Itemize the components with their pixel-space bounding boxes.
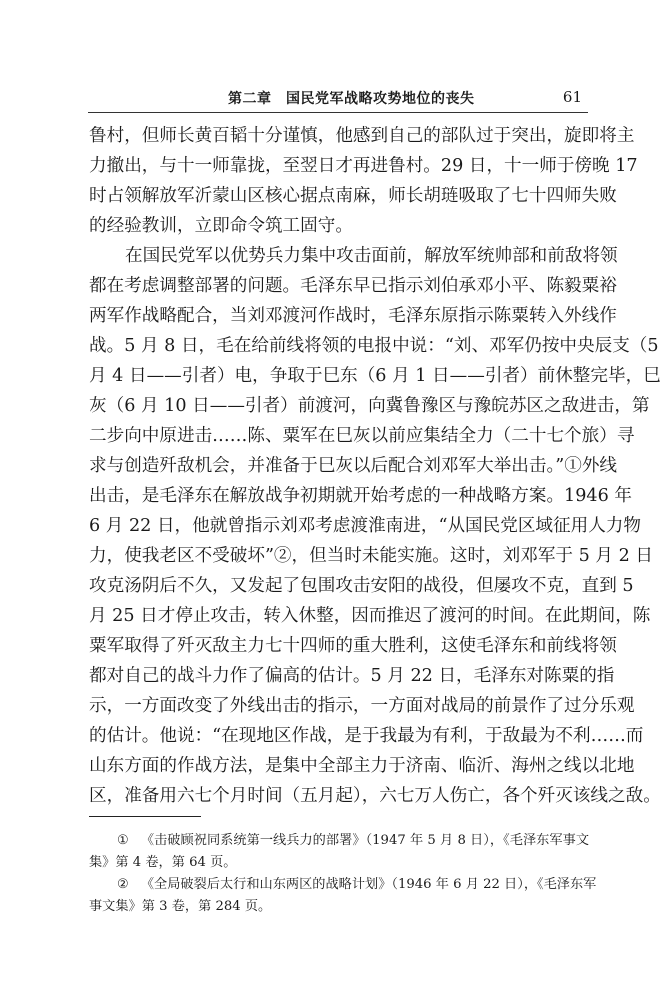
footnote-marker: ①	[117, 833, 129, 848]
text-line: 都在考虑调整部署的问题。毛泽东早已指示刘伯承邓小平、陈毅粟裕	[89, 276, 617, 296]
text-line: 的估计。他说：“在现地区作战，是于我最为有利，于敌最为不利……而	[89, 726, 644, 746]
text-line: 的经验教训，立即命令筑工固守。	[89, 216, 353, 236]
text-line: 攻克汤阴后不久，又发起了包围攻击安阳的战役，但屡攻不克，直到 5	[89, 576, 634, 596]
text-line: 两军作战略配合，当刘邓渡河作战时，毛泽东原指示陈粟转入外线作	[89, 306, 617, 326]
chapter-title: 第二章 国民党军战略攻势地位的丧失	[228, 91, 475, 107]
text-line: 都对自己的战斗力作了偏高的估计。5 月 22 日，毛泽东对陈粟的指	[89, 666, 615, 686]
text-line: 战。5 月 8 日，毛在给前线将领的电报中说：“刘、邓军仍按中央辰支（5	[89, 336, 659, 356]
text-line: 6 月 22 日，他就曾指示刘邓考虑渡淮南进，“从国民党区域征用人力物	[89, 516, 641, 536]
header-rule	[88, 112, 588, 113]
footnote-line: 事文集》第 3 卷，第 284 页。	[89, 899, 272, 914]
text-line: 出击，是毛泽东在解放战争初期就开始考虑的一种战略方案。1946 年	[89, 486, 632, 506]
footnotes	[89, 830, 597, 918]
text-line: 区，准备用六七个月时间（五月起），六七万人伤亡，各个歼灭该线之敌。	[89, 786, 661, 806]
page-number: 61	[562, 88, 582, 106]
text-line: 月 25 日才停止攻击，转入休整，因而推迟了渡河的时间。在此期间，陈	[89, 606, 651, 626]
text-line: 鲁村，但师长黄百韬十分谨慎，他感到自己的部队过于突出，旋即将主	[89, 126, 635, 146]
text-line: 示，一方面改变了外线出击的指示，一方面对战局的前景作了过分乐观	[89, 696, 635, 716]
text-line: 灰（6 月 10 日——引者）前渡河，向冀鲁豫区与豫皖苏区之敌进击，第	[89, 396, 650, 416]
text-line: 月 4 日——引者）电，争取于巳东（6 月 1 日——引者）前休整完毕，巳	[89, 366, 661, 386]
text-line: 力撤出，与十一师靠拢，至翌日才再进鲁村。29 日，十一师于傍晚 17	[89, 156, 638, 176]
running-header	[88, 88, 588, 114]
text-line: 时占领解放军沂蒙山区核心据点南麻，师长胡琏吸取了七十四师失败	[89, 186, 617, 206]
text-line: 在国民党军以优势兵力集中攻击面前，解放军统帅部和前敌将领	[125, 246, 618, 266]
text-line: 求与创造歼敌机会，并准备于巳灰以后配合刘邓军大举出击。”①外线	[89, 456, 618, 476]
body-text	[89, 121, 661, 811]
text-line: 山东方面的作战方法，是集中全部主力于济南、临沂、海州之线以北地	[89, 756, 635, 776]
footnote-line: 集》第 4 卷，第 64 页。	[89, 855, 237, 870]
footnote-line	[89, 874, 597, 896]
footnote-rule	[89, 816, 201, 817]
text-line: 二步向中原进击……陈、粟军在巳灰以前应集结全力（二十七个旅）寻	[89, 426, 635, 446]
text-line: 力，使我老区不受破坏”②，但当时未能实施。这时，刘邓军于 5 月 2 日	[89, 546, 653, 566]
text-line: 粟军取得了歼灭敌主力七十四师的重大胜利，这使毛泽东和前线将领	[89, 636, 617, 656]
footnote-text: 《全局破裂后太行和山东两区的战略计划》（1946 年 6 月 22 日），《毛泽东军	[140, 877, 597, 892]
footnote-line	[89, 830, 589, 852]
footnote-text: 《击破顾祝同系统第一线兵力的部署》（1947 年 5 月 8 日），《毛泽东军事文	[140, 833, 589, 848]
footnote-marker: ②	[117, 877, 129, 892]
